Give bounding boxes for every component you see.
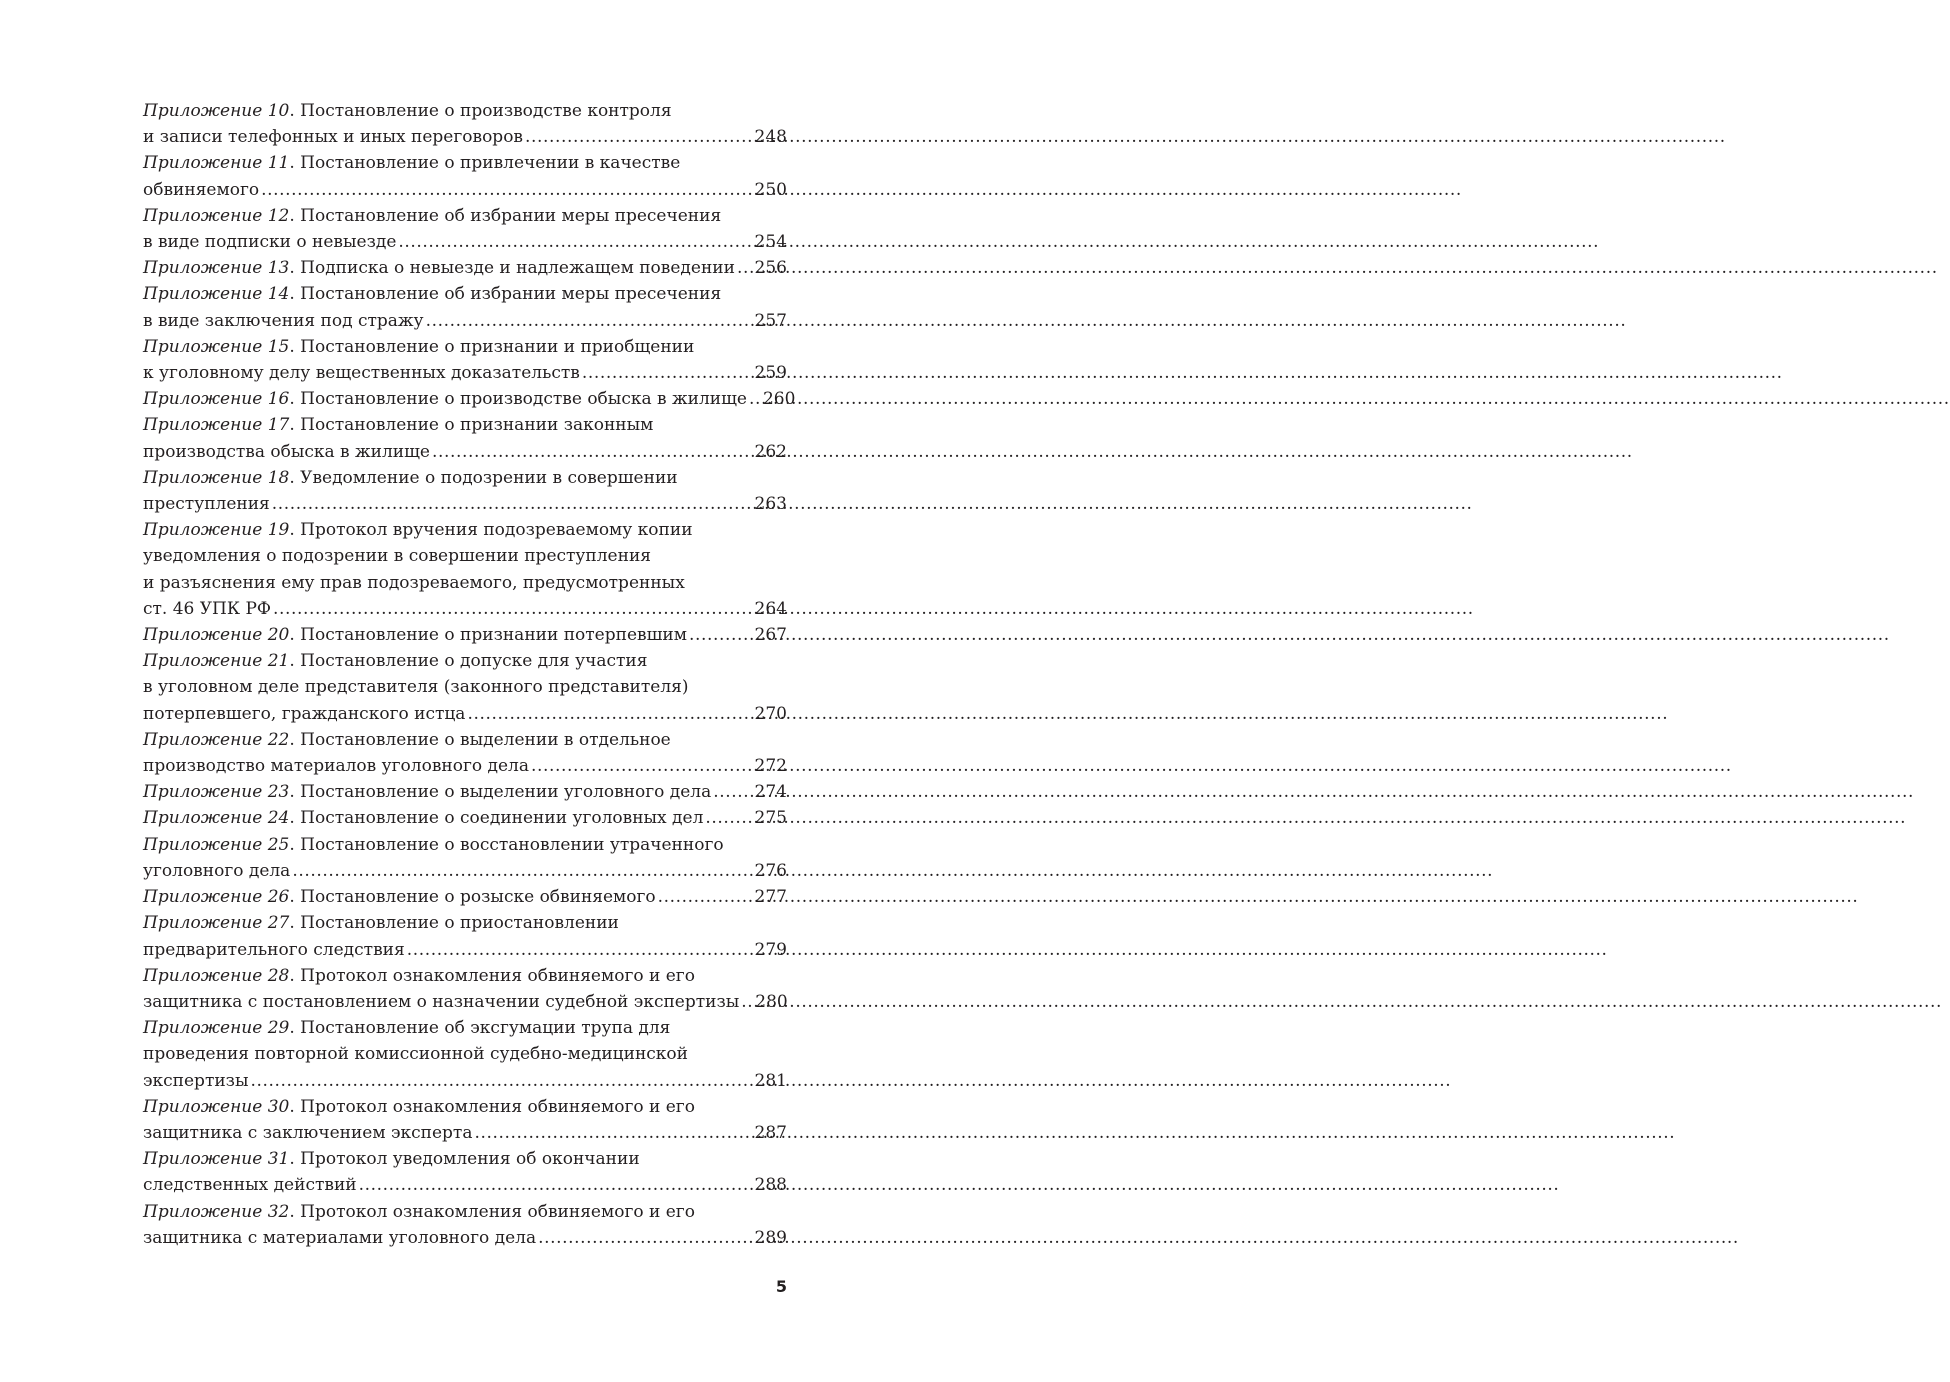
- toc-entry: [143, 386, 796, 412]
- dot-leader: [747, 386, 763, 412]
- entry-page-number: 260: [762, 389, 796, 410]
- appendix-label: Приложение 19: [143, 520, 290, 541]
- toc-entry-line: [143, 937, 787, 963]
- toc-entry-line: [143, 1172, 787, 1198]
- table-of-contents: [143, 98, 796, 1251]
- toc-entry-line: Приложение 10. Постановление о производстве контроля: [143, 101, 672, 121]
- toc-entry: [143, 779, 787, 805]
- entry-title-text: предварительного следствия: [143, 939, 405, 960]
- appendix-label: Приложение 21: [143, 651, 290, 672]
- toc-entry-line: Приложение 21. Постановление о допуске для участия: [143, 651, 648, 672]
- entry-title-text: Постановление о привлечении в качестве: [300, 153, 681, 174]
- appendix-label: Приложение 28: [143, 965, 290, 986]
- toc-entry-line: [143, 1225, 787, 1251]
- dot-leader: [580, 360, 755, 386]
- dot-leader: [357, 1172, 755, 1198]
- entry-page-number: 275: [754, 808, 787, 829]
- entry-title-text: Постановление о допуске для участия: [300, 651, 648, 672]
- entry-page-number: 263: [754, 494, 787, 515]
- appendix-label: Приложение 20: [143, 625, 290, 646]
- appendix-label: Приложение 16: [143, 389, 290, 410]
- entry-page-number: 272: [754, 756, 787, 777]
- entry-title-text: защитника с материалами уголовного дела: [143, 1227, 537, 1248]
- entry-page-number: 264: [754, 598, 787, 619]
- appendix-label: Приложение 31: [143, 1149, 290, 1170]
- toc-entry-line: [143, 124, 787, 150]
- dot-leader: [656, 884, 755, 910]
- toc-entry-line: [143, 674, 787, 700]
- entry-title-text: защитника с заключением эксперта: [143, 1122, 473, 1143]
- dot-leader: [270, 491, 755, 517]
- dot-leader: [248, 1068, 754, 1094]
- dot-leader: [536, 1225, 754, 1251]
- toc-entry: [143, 1094, 787, 1146]
- appendix-label: Приложение 12: [143, 205, 290, 226]
- page-number: 5: [775, 1277, 787, 1296]
- entry-page-number: 254: [754, 232, 787, 253]
- entry-title-text: обвиняемого: [143, 179, 260, 200]
- appendix-label: Приложение 24: [143, 808, 290, 829]
- toc-entry-line: Приложение 32. Протокол ознакомления обвиняемого и его: [143, 1201, 695, 1222]
- toc-entry: [143, 832, 787, 884]
- toc-entry: [143, 465, 787, 517]
- toc-entry-line: Приложение 28. Протокол ознакомления обвиняемого и его: [143, 965, 695, 986]
- toc-entry-line: Приложение 23. Постановление о выделении уголовного дела ..... 274: [143, 779, 787, 805]
- toc-entry-line: [143, 229, 787, 255]
- toc-entry: [143, 255, 787, 281]
- toc-entry: [143, 98, 787, 150]
- toc-entry-line: [143, 858, 787, 884]
- appendix-label: Приложение 27: [143, 913, 290, 934]
- appendix-label: Приложение 11: [143, 153, 290, 174]
- toc-entry-line: [143, 1120, 787, 1146]
- dot-leader: [735, 255, 755, 281]
- toc-entry-line: Приложение 12. Постановление об избрании меры пресечения: [143, 205, 722, 226]
- toc-entry-line: Приложение 11. Постановление о привлечении в качестве: [143, 153, 681, 174]
- entry-title-text: Протокол ознакомления обвиняемого и его: [300, 965, 695, 986]
- toc-entry-line: [143, 1041, 787, 1067]
- dot-leader: [259, 177, 754, 203]
- appendix-label: Приложение 26: [143, 887, 290, 908]
- dot-leader: [529, 753, 755, 779]
- dot-leader: [703, 805, 754, 831]
- appendix-label: Приложение 22: [143, 729, 290, 750]
- toc-entry: [143, 805, 787, 831]
- appendix-label: Приложение 30: [143, 1096, 290, 1117]
- toc-entry: [143, 1199, 787, 1251]
- entry-title-text: и разъяснения ему прав подозреваемого, предусмотренных: [143, 572, 685, 593]
- entry-title-text: Постановление о производстве обыска в жилище: [300, 389, 747, 410]
- entry-title-text: Постановление о розыске обвиняемого: [300, 887, 656, 908]
- entry-title-text: в уголовном деле представителя (законного представителя): [143, 677, 689, 698]
- entry-title-text: в виде заключения под стражу: [143, 310, 424, 331]
- appendix-label: Приложение 25: [143, 834, 290, 855]
- entry-page-number: 277: [754, 887, 787, 908]
- entry-title-text: экспертизы: [143, 1070, 249, 1091]
- dot-leader: [290, 858, 754, 884]
- entry-title-text: производства обыска в жилище: [143, 441, 430, 462]
- entry-title-text: в виде подписки о невыезде: [143, 232, 397, 253]
- toc-entry: [143, 963, 787, 1015]
- toc-entry-line: [143, 701, 787, 727]
- appendix-label: Приложение 32: [143, 1201, 290, 1222]
- entry-page-number: 262: [754, 441, 787, 462]
- appendix-label: Приложение 14: [143, 284, 290, 305]
- entry-title-text: Уведомление о подозрении в совершении: [300, 467, 678, 488]
- dot-leader: [687, 622, 755, 648]
- entry-page-number: 276: [754, 860, 787, 881]
- toc-entry-line: [143, 177, 787, 203]
- toc-entry: [143, 412, 787, 464]
- entry-title-text: Постановление о признании потерпевшим: [300, 625, 687, 646]
- toc-entry: [143, 727, 787, 779]
- dot-leader: [711, 779, 754, 805]
- entry-title-text: ст. 46 УПК РФ: [143, 598, 271, 619]
- entry-page-number: 289: [754, 1227, 787, 1248]
- entry-title-text: Протокол ознакомления обвиняемого и его: [300, 1201, 695, 1222]
- entry-title-text: уголовного дела: [143, 860, 291, 881]
- toc-entry: [143, 334, 787, 386]
- entry-page-number: 270: [754, 703, 787, 724]
- toc-entry-line: [143, 439, 787, 465]
- entry-title-text: и записи телефонных и иных переговоров: [143, 127, 523, 148]
- entry-page-number: 288: [754, 1175, 787, 1196]
- toc-entry-line: [143, 989, 787, 1015]
- toc-entry-line: [143, 308, 787, 334]
- entry-title-text: Постановление о приостановлении: [300, 913, 619, 934]
- appendix-label: Приложение 17: [143, 415, 290, 436]
- entry-page-number: 280: [755, 991, 788, 1012]
- entry-title-text: Постановление о признании и приобщении: [300, 336, 695, 357]
- toc-entry: [143, 1146, 787, 1198]
- toc-entry-line: [143, 596, 787, 622]
- entry-page-number: 267: [754, 625, 787, 646]
- toc-entry: [143, 517, 787, 622]
- entry-page-number: 281: [754, 1070, 787, 1091]
- dot-leader: [739, 989, 755, 1015]
- appendix-label: Приложение 23: [143, 782, 290, 803]
- entry-title-text: Постановление о признании законным: [300, 415, 654, 436]
- toc-entry: [143, 281, 787, 333]
- entry-title-text: преступления: [143, 494, 270, 515]
- toc-entry-line: Приложение 20. Постановление о признании потерпевшим ..... 267: [143, 622, 787, 648]
- toc-entry-line: Приложение 19. Протокол вручения подозреваемому копии: [143, 520, 693, 541]
- entry-title-text: Постановление о восстановлении утраченного: [300, 834, 724, 855]
- entry-page-number: 250: [754, 179, 787, 200]
- toc-entry-line: [143, 543, 787, 569]
- entry-title-text: Протокол вручения подозреваемому копии: [300, 520, 693, 541]
- toc-entry-line: Приложение 15. Постановление о признании и приобщении: [143, 336, 695, 357]
- dot-leader: [271, 596, 755, 622]
- toc-entry-line: Приложение 25. Постановление о восстановлении утраченного: [143, 834, 724, 855]
- appendix-label: Приложение 18: [143, 467, 290, 488]
- entry-title-text: производство материалов уголовного дела: [143, 756, 529, 777]
- toc-entry-line: Приложение 22. Постановление о выделении в отдельное: [143, 729, 671, 750]
- entry-title-text: потерпевшего, гражданского истца: [143, 703, 466, 724]
- entry-title-text: Протокол ознакомления обвиняемого и его: [300, 1096, 695, 1117]
- toc-entry-line: Приложение 13. Подписка о невыезде и надлежащем поведении ..... 256: [143, 255, 787, 281]
- appendix-label: Приложение 10: [143, 101, 290, 121]
- dot-leader: [396, 229, 754, 255]
- entry-page-number: 257: [754, 310, 787, 331]
- toc-entry-line: Приложение 26. Постановление о розыске обвиняемого ..... 277: [143, 884, 787, 910]
- entry-page-number: 259: [754, 363, 787, 384]
- entry-title-text: следственных действий: [143, 1175, 357, 1196]
- toc-entry-line: Приложение 30. Протокол ознакомления обвиняемого и его: [143, 1096, 695, 1117]
- toc-entry: [143, 648, 787, 727]
- entry-title-text: проведения повторной комиссионной судебно-медицинской: [143, 1044, 688, 1065]
- toc-entry-line: Приложение 27. Постановление о приостановлении: [143, 913, 619, 934]
- entry-title-text: Постановление об избрании меры пресечения: [300, 205, 722, 226]
- entry-title-text: Постановление об эксгумации трупа для: [300, 1018, 671, 1039]
- entry-title-text: Постановление о соединении уголовных дел: [300, 808, 704, 829]
- entry-page-number: 256: [754, 258, 787, 279]
- toc-entry: [143, 203, 787, 255]
- dot-leader: [523, 124, 755, 150]
- toc-entry-line: [143, 491, 787, 517]
- entry-page-number: 287: [754, 1122, 787, 1143]
- entry-title-text: Постановление об избрании меры пресечения: [300, 284, 722, 305]
- dot-leader: [465, 701, 754, 727]
- toc-entry-line: Приложение 14. Постановление об избрании меры пресечения: [143, 284, 722, 305]
- entry-page-number: 274: [754, 782, 787, 803]
- entry-title-text: к уголовному делу вещественных доказательств: [143, 363, 580, 384]
- toc-entry: [143, 1015, 787, 1094]
- entry-title-text: Постановление о выделении уголовного дела: [300, 782, 712, 803]
- toc-entry-line: Приложение 17. Постановление о признании законным: [143, 415, 654, 436]
- toc-entry-line: Приложение 24. Постановление о соединении уголовных дел ..... 275: [143, 805, 787, 831]
- entry-page-number: 279: [754, 939, 787, 960]
- appendix-label: Приложение 13: [143, 258, 290, 279]
- toc-entry-line: [143, 360, 787, 386]
- entry-title-text: Постановление о производстве контроля: [300, 101, 672, 121]
- toc-entry-line: [143, 1068, 787, 1094]
- entry-title-text: защитника с постановлением о назначении судебной экспертизы: [143, 991, 740, 1012]
- toc-entry: [143, 622, 787, 648]
- toc-entry-line: [143, 570, 787, 596]
- entry-title-text: Протокол уведомления об окончании: [300, 1149, 640, 1170]
- entry-page-number: 248: [754, 127, 787, 148]
- toc-entry-line: [143, 753, 787, 779]
- dot-leader: [430, 439, 755, 465]
- dot-leader: [405, 937, 755, 963]
- dot-leader: [472, 1120, 754, 1146]
- toc-entry-line: Приложение 29. Постановление об эксгумации трупа для: [143, 1018, 671, 1039]
- appendix-label: Приложение 15: [143, 336, 290, 357]
- toc-entry-line: Приложение 18. Уведомление о подозрении в совершении: [143, 467, 678, 488]
- toc-entry: [143, 910, 787, 962]
- dot-leader: [424, 308, 755, 334]
- appendix-label: Приложение 29: [143, 1018, 290, 1039]
- toc-entry-line: Приложение 16. Постановление о производстве обыска в жилище ..... 260: [143, 386, 787, 412]
- toc-entry: [143, 150, 787, 202]
- toc-entry-line: Приложение 31. Протокол уведомления об окончании: [143, 1149, 640, 1170]
- entry-title-text: уведомления о подозрении в совершении преступления: [143, 546, 652, 567]
- entry-title-text: Постановление о выделении в отдельное: [300, 729, 671, 750]
- entry-title-text: Подписка о невыезде и надлежащем поведении: [300, 258, 735, 279]
- toc-entry: [143, 884, 787, 910]
